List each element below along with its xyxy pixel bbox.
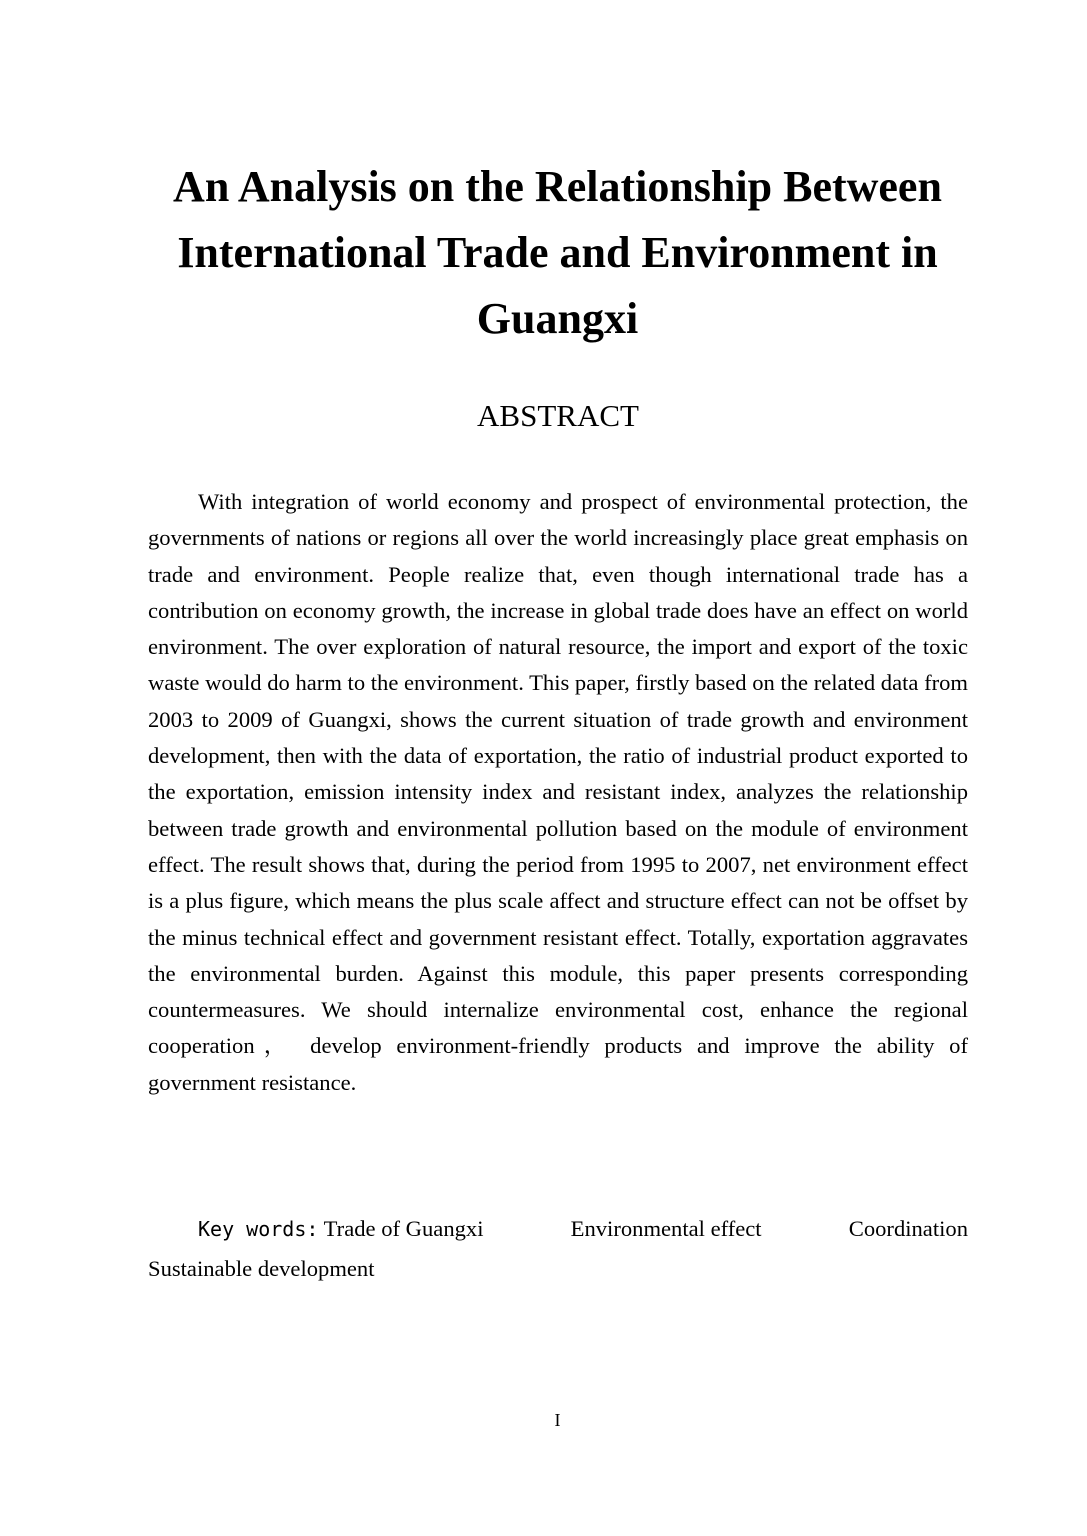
keywords-line [148, 1209, 968, 1249]
keyword-item: Coordination [848, 1216, 968, 1241]
abstract-heading: ABSTRACT [477, 398, 639, 433]
abstract-body: With integration of world economy and prospect of environmental protection, the governments of nations or regions all over the world increasingly place great emphasis on trade and environment. People realize that, even though international trade has a contribution on economy growth, the increase in global trade does have an effect on world environment. The over exploration of natural resource, the import and export of the toxic waste would do harm to the environment. This paper, firstly based on the related data from 2003 to 2009 of Guangxi, shows the current situation of trade growth and environment development, then with the data of exportation, the ratio of industrial product exported to the exportation, emission intensity index and resistant index, analyzes the relationship between trade growth and environmental pollution based on the module of environment effect. The result shows that, during the period from 1995 to 2007, net environment effect is a plus figure, which means the plus scale affect and structure effect can not be offset by the minus technical effect and government resistant effect. Totally, exportation aggravates the environmental burden. Against this module, this paper presents corresponding countermeasures. We should internalize environmental cost, enhance the regional cooperation， develop environment-friendly products and improve the ability of government resistance. [148, 489, 968, 1095]
page-number: I [554, 1410, 561, 1430]
title-line-1: An Analysis on the Relationship Between [173, 162, 942, 211]
keyword-item: Sustainable development [148, 1256, 375, 1281]
title-line-3: Guangxi [476, 294, 639, 343]
keywords-section [148, 1209, 968, 1288]
title-line-2: International Trade and Environment in [177, 228, 938, 277]
keyword-item: Trade of Guangxi [323, 1216, 484, 1241]
paper-title [120, 154, 995, 352]
keywords-label: Key words: [198, 1217, 319, 1241]
keyword-item: Environmental effect [570, 1216, 762, 1241]
